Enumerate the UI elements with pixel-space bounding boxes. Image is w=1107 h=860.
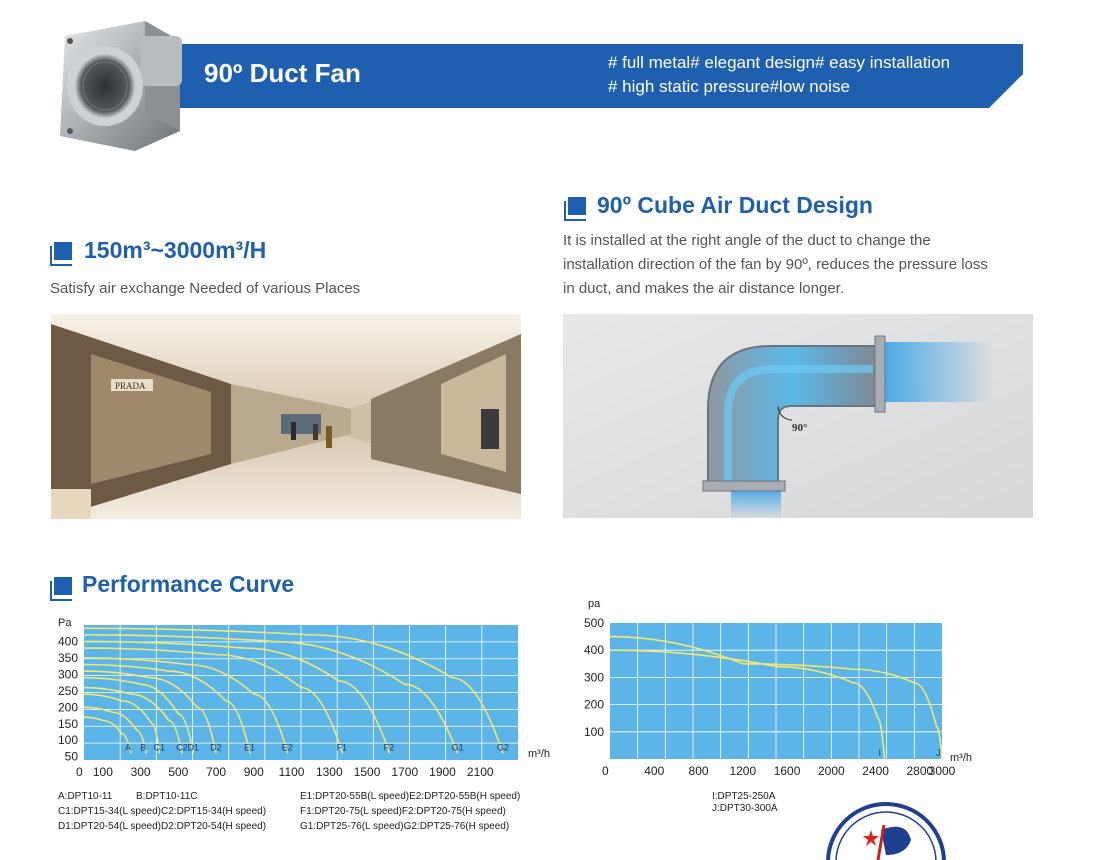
section-icon-performance [54,577,72,595]
x-tick-label: 700 [206,765,227,779]
cube-duct-description [563,229,1043,301]
y-tick-label: 150 [57,716,78,731]
curve-label-B: B [140,742,147,753]
x-tick-label: 3000 [928,764,956,778]
performance-chart-right [580,595,1000,785]
x-axis-label: m³/h [528,748,550,760]
page-title: 90º Duct Fan [204,58,361,88]
x-tick-label: 2800 [906,764,934,778]
curve-label-C2: C2 [176,742,188,753]
x-tick-label: 2100 [466,765,494,779]
shopping-mall-photo [51,314,521,519]
curve-label-C1: C1 [153,742,165,753]
curve-label-F2: F2 [383,742,395,753]
curve-label-E2: E2 [281,742,293,753]
curve-label-G2: G2 [496,742,509,753]
cube-duct-description-line-1: It is installed at the right angle of the duct to change the [563,232,931,249]
x-tick-label: 1200 [729,764,757,778]
x-tick-label: 1300 [315,765,343,779]
x-tick-label: 1600 [773,764,801,778]
y-tick-label: 100 [583,724,604,739]
legend-row: I:DPT25-250A [712,791,776,802]
x-tick-label: 300 [130,765,151,779]
section-icon-cube-duct [568,197,586,215]
airflow-title: 150m³~3000m³/H [84,237,267,263]
y-tick-label: 200 [583,697,604,712]
cube-duct-description-line-2: installation direction of the fan by 90º, reduces the pressure loss [563,256,988,273]
curve-label-E1: E1 [244,742,256,753]
feature-tags-line-2: # high static pressure#low noise [608,77,850,96]
curve-label-J: J [936,748,941,758]
x-tick-label: 1900 [429,765,456,779]
x-tick-label: 100 [92,765,113,779]
angle-label: 90° [792,422,808,434]
feature-tags-line-1: # full metal# elegant design# easy installation [608,53,951,72]
curve-label-D2: D2 [210,742,222,753]
x-axis-label: m³/h [950,752,972,764]
curve-label-F1: F1 [336,742,348,753]
y-tick-label: 50 [64,749,78,764]
y-tick-label: 250 [57,683,78,698]
cube-duct-title: 90º Cube Air Duct Design [597,192,873,218]
x-tick-label: 900 [243,765,264,779]
chart-right-legend [712,791,778,815]
legend-row: F1:DPT20-75(L speed)F2:DPT20-75(H speed) [300,806,506,817]
y-axis-label: pa [588,598,601,610]
x-tick-label: 1100 [278,765,305,779]
curve-label-D1: D1 [187,742,199,753]
legend-row: A:DPT10-11 B:DPT10-11C [58,791,198,802]
legend-row: G1:DPT25-76(L speed)G2:DPT25-76(H speed) [300,821,510,832]
x-tick-label: 1700 [391,765,419,779]
x-tick-label: 800 [688,764,709,778]
curve-label-I: I [878,748,881,758]
chart-left-legend [58,789,266,834]
y-tick-label: 500 [583,616,604,630]
y-tick-label: 300 [583,670,604,685]
legend-row: C1:DPT15-34(L speed)C2:DPT15-34(H speed) [58,806,267,817]
x-origin-label: 0 [602,764,609,778]
legend-row: J:DPT30-300A [712,803,778,814]
duct-fan-product-image [50,16,190,154]
cube-duct-description-line-3: in duct, and makes the air distance longer. [563,280,845,297]
banner-corner-fold [989,74,1023,108]
elbow-duct-diagram [563,314,1033,518]
y-axis-label: Pa [58,617,72,629]
chart-left-legend-2 [300,789,520,834]
legend-row: D1:DPT20-54(L speed)D2:DPT20-54(H speed) [58,821,267,832]
x-tick-label: 1500 [353,765,381,779]
performance-title: Performance Curve [82,571,295,597]
x-tick-label: 2400 [862,764,889,778]
x-tick-label: 400 [644,764,665,778]
y-tick-label: 400 [57,634,78,649]
header-banner [150,44,1023,108]
x-tick-label: 2000 [817,764,845,778]
x-origin-label: 0 [76,765,83,779]
y-tick-label: 350 [57,650,78,665]
airflow-description: Satisfy air exchange Needed of various Places [50,280,361,297]
y-tick-label: 300 [57,667,78,682]
legend-row: E1:DPT20-55B(L speed)E2:DPT20-55B(H speed) [300,791,521,802]
performance-chart-left [40,610,580,785]
y-tick-label: 400 [583,643,604,658]
curve-label-G1: G1 [451,742,464,753]
section-icon-airflow [54,242,72,260]
company-logo [826,800,946,860]
store-sign: PRADA [115,381,146,391]
y-tick-label: 100 [57,733,78,748]
y-tick-label: 200 [57,700,78,715]
feature-tags [608,51,950,99]
x-tick-label: 500 [168,765,189,779]
curve-label-A: A [125,742,132,753]
